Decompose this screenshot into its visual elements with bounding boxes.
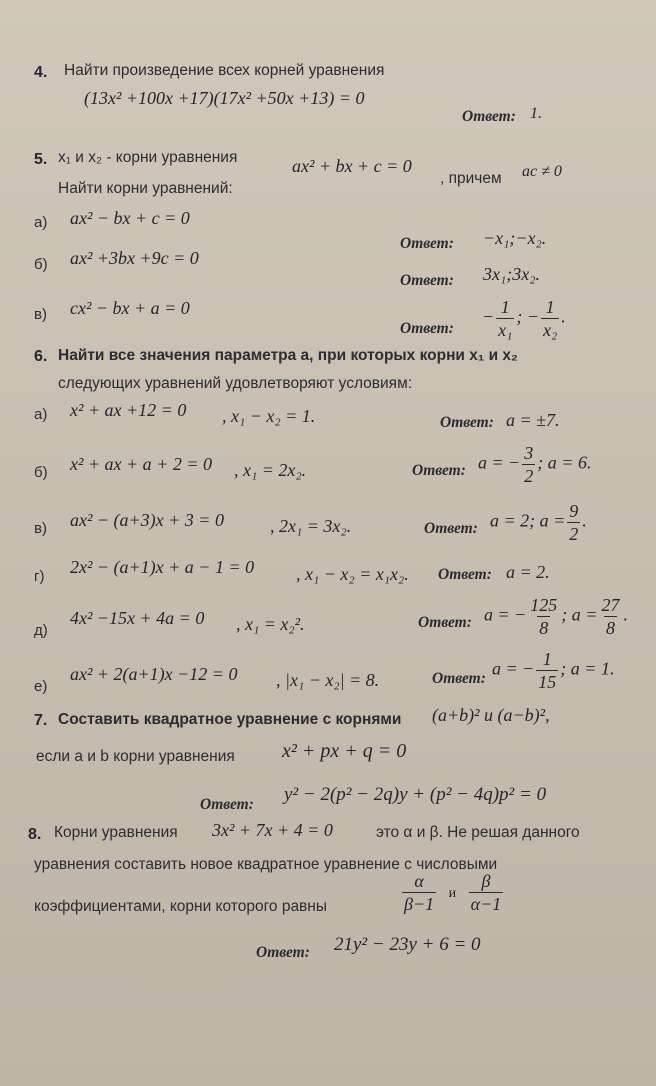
problem-5a-answer: −x₁;−x₂. xyxy=(483,228,547,248)
fraction: $\frac{1}{\text{x₂}}$ xyxy=(543,297,558,340)
problem-6d-answer: a = 2. xyxy=(506,562,550,582)
problem-6f-equation: ax² + 2(a+1)x −12 = 0 xyxy=(70,664,238,684)
problem-6a-answer-label: Ответ: xyxy=(440,414,494,431)
problem-6c-answer: a = 2; a = $\frac{9}{2}$ . xyxy=(490,501,587,544)
problem-5a-label: а) xyxy=(34,214,48,231)
problem-6c-label: в) xyxy=(34,520,47,537)
problem-6e-condition: , x₁ = x₂². xyxy=(236,614,305,634)
problem-8-number: 8. xyxy=(28,826,42,843)
problem-6f-answer-label: Ответ: xyxy=(432,670,486,687)
problem-4-answer: 1. xyxy=(530,105,542,122)
problem-5-condition: ac ≠ 0 xyxy=(522,163,562,180)
fraction: $\frac{1}{\text{x₁}}$ xyxy=(498,297,513,340)
problem-8-roots: $\frac{\alpha}{\beta-1}$ и $\frac{\beta}{\alpha-1}$ xyxy=(404,871,502,914)
problem-5b-answer: 3x₁;3x₂. xyxy=(483,264,540,284)
problem-8-answer-label: Ответ: xyxy=(256,944,310,961)
problem-5c-label: в) xyxy=(34,306,47,323)
problem-6e-label: д) xyxy=(34,622,48,639)
problem-6d-condition: , x₁ − x₂ = x₁x₂. xyxy=(296,564,409,584)
problem-4-answer-label: Ответ: xyxy=(462,108,516,125)
problem-6a-label: а) xyxy=(34,406,48,423)
problem-5a-equation: ax² − bx + c = 0 xyxy=(70,208,190,228)
problem-6b-equation: x² + ax + a + 2 = 0 xyxy=(70,454,212,474)
problem-8-line3: коэффициентами, корни которого равны xyxy=(34,898,327,915)
problem-6a-answer: a = ±7. xyxy=(506,410,560,430)
problem-7-number: 7. xyxy=(34,712,48,729)
problem-7-line2: если a и b корни уравнения xyxy=(36,748,235,765)
problem-4-text: Найти произведение всех корней уравнения xyxy=(64,62,385,79)
problem-7-roots: (a+b)² и (a−b)², xyxy=(432,705,550,725)
problem-7-answer-label: Ответ: xyxy=(200,796,254,813)
problem-7-line1: Составить квадратное уравнение с корнями xyxy=(58,711,402,728)
problem-5b-label: б) xyxy=(34,256,48,273)
fraction: $\frac{125}{8}$ xyxy=(530,595,558,638)
problem-6d-answer-label: Ответ: xyxy=(438,566,492,583)
problem-6-number: 6. xyxy=(34,348,48,365)
problem-6d-label: г) xyxy=(34,568,45,585)
problem-6f-condition: , |x₁ − x₂| = 8. xyxy=(276,670,380,690)
problem-4-equation: (13x² +100x +17)(17x² +50x +13) = 0 xyxy=(84,88,365,108)
problem-6e-answer-label: Ответ: xyxy=(418,614,472,631)
problem-7-answer: y² − 2(p² − 2q)y + (p² − 4q)p² = 0 xyxy=(284,784,547,805)
problem-6b-condition: , x₁ = 2x₂. xyxy=(234,460,307,480)
problem-6b-answer: a = − $\frac{3}{2}$ ; a = 6. xyxy=(478,443,592,486)
problem-6c-equation: ax² − (a+3)x + 3 = 0 xyxy=(70,510,224,530)
problem-6b-label: б) xyxy=(34,464,48,481)
problem-6c-answer-label: Ответ: xyxy=(424,520,478,537)
problem-5-intro: x₁ и x₂ - корни уравнения xyxy=(58,149,238,166)
problem-5c-equation: cx² − bx + a = 0 xyxy=(70,298,190,318)
problem-5-condition-text: , причем xyxy=(440,170,502,187)
problem-7-equation: x² + px + q = 0 xyxy=(282,740,407,762)
problem-5-equation: ax² + bx + c = 0 xyxy=(292,156,412,176)
problem-6b-answer-label: Ответ: xyxy=(412,462,466,479)
problem-6e-answer: a = − $\frac{125}{8}$ ; a = $\frac{27}{8}$ . xyxy=(484,595,628,638)
problem-8-equation: 3x² + 7x + 4 = 0 xyxy=(212,820,333,840)
fraction: $\frac{3}{2}$ xyxy=(524,443,534,486)
problem-8-line2: уравнения составить новое квадратное уравнение с числовыми xyxy=(34,856,498,873)
fraction: $\frac{\beta}{\alpha-1}$ xyxy=(470,871,502,914)
problem-6-line1: Найти все значения параметра a, при которых корни x₁ и x₂ xyxy=(58,347,518,364)
fraction: $\frac{9}{2}$ xyxy=(569,501,579,544)
problem-6f-answer: a = − $\frac{1}{15}$ ; a = 1. xyxy=(492,649,615,692)
problem-6a-condition: , x₁ − x₂ = 1. xyxy=(222,406,316,426)
problem-5b-equation: ax² +3bx +9c = 0 xyxy=(70,248,199,268)
fraction: $\frac{\alpha}{\beta-1}$ xyxy=(404,871,435,914)
problem-5-number: 5. xyxy=(34,151,48,168)
problem-8-line1: Корни уравнения xyxy=(54,824,178,841)
problem-5b-answer-label: Ответ: xyxy=(400,272,454,289)
fraction: $\frac{1}{15}$ xyxy=(538,649,557,692)
problem-8-line1-post: это α и β. Не решая данного xyxy=(376,824,580,841)
problem-5a-answer-label: Ответ: xyxy=(400,235,454,252)
problem-6d-equation: 2x² − (a+1)x + a − 1 = 0 xyxy=(70,557,255,577)
problem-5c-answer: − $\frac{1}{\text{x₁}}$ ; − $\frac{1}{\text{x₂}}$ . xyxy=(482,297,566,340)
problem-5c-answer-label: Ответ: xyxy=(400,320,454,337)
problem-6-line2: следующих уравнений удовлетворяют условиям: xyxy=(58,375,413,392)
problem-8-answer: 21y² − 23y + 6 = 0 xyxy=(334,934,481,955)
fraction: $\frac{27}{8}$ xyxy=(601,595,620,638)
problem-5-task: Найти корни уравнений: xyxy=(58,180,233,197)
problem-6f-label: е) xyxy=(34,678,48,695)
problem-6a-equation: x² + ax +12 = 0 xyxy=(70,400,187,420)
problem-6c-condition: , 2x₁ = 3x₂. xyxy=(270,516,352,536)
problem-6e-equation: 4x² −15x + 4a = 0 xyxy=(70,608,205,628)
problem-4-number: 4. xyxy=(34,64,48,81)
